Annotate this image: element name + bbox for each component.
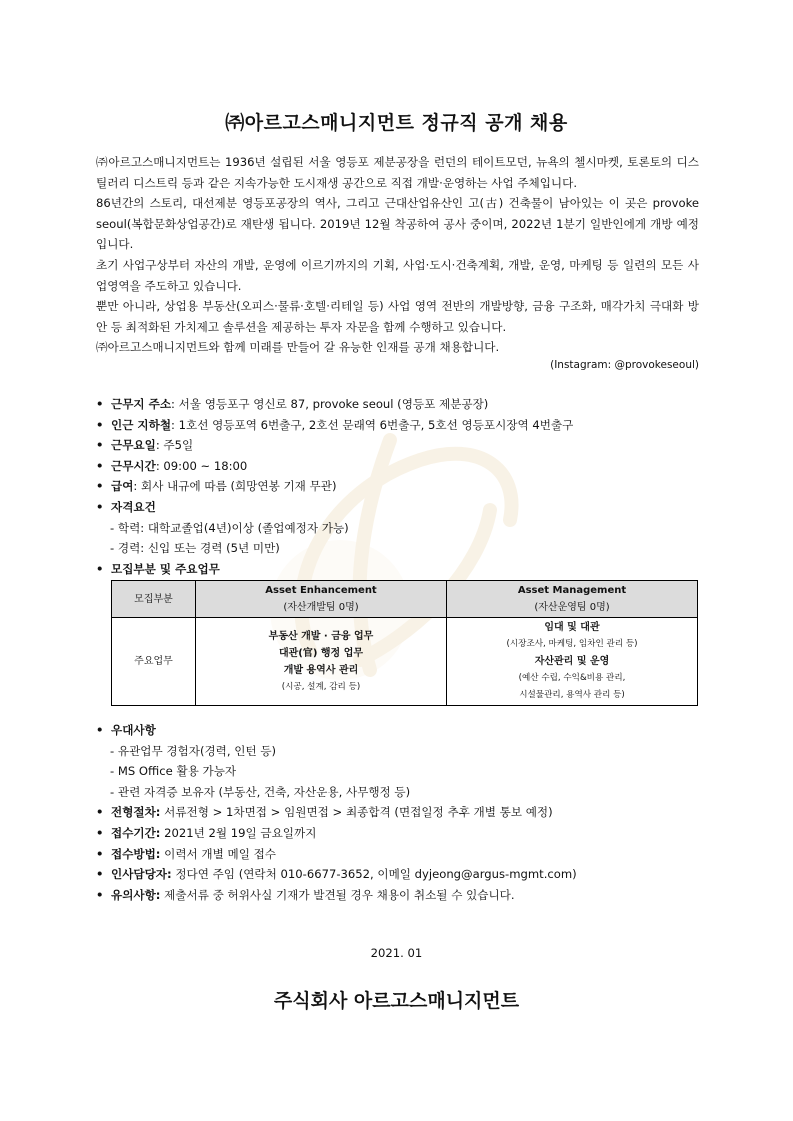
list-item-method xyxy=(96,844,706,865)
header-title: Asset Management xyxy=(517,585,627,596)
item-value: : 주5일 xyxy=(155,438,194,453)
duty-detail: (예산 수립, 수익&비용 관리, xyxy=(518,673,626,683)
item-label: 급여 xyxy=(111,479,134,494)
duty-detail: 시설물관리, 용역사 관리 등) xyxy=(519,690,625,700)
item-label: 모집부분 및 주요업무 xyxy=(111,561,220,576)
sub-item: - 경력: 신입 또는 경력 (5년 미만) xyxy=(110,541,280,556)
header-cell-asset-management xyxy=(447,581,698,618)
duty-line: 대관(官) 행정 업무 xyxy=(278,647,364,659)
item-value: : 회사 내규에 따름 (희망연봉 기재 무관) xyxy=(133,479,337,494)
header-cell-department: 모집부분 xyxy=(112,581,196,618)
item-label: 접수기간: xyxy=(111,825,161,840)
item-label: 자격요건 xyxy=(111,499,156,514)
item-label: 우대사항 xyxy=(111,723,156,737)
item-value: : 서울 영등포구 영신로 87, provoke seoul (영등포 제분공장) xyxy=(171,397,489,411)
item-label: 근무요일 xyxy=(111,438,156,453)
duty-line: 부동산 개발 · 금융 업무 xyxy=(268,630,374,642)
sub-item: - 관련 자격증 보유자 (부동산, 건축, 자산운용, 사무행정 등) xyxy=(110,784,411,799)
duty-detail: (시장조사, 마케팅, 임차인 관리 등) xyxy=(506,639,638,649)
intro-section xyxy=(96,152,699,358)
list-item-period xyxy=(96,823,706,844)
list-item-hours xyxy=(96,456,706,477)
job-info-list xyxy=(96,394,706,579)
list-item-subway xyxy=(96,415,706,436)
company-name: 주식회사 아르고스매니지먼트 xyxy=(273,990,520,1012)
table-row xyxy=(112,618,698,706)
item-value: : 09:00 ~ 18:00 xyxy=(155,458,248,473)
item-label: 근무시간 xyxy=(111,458,156,473)
header-sub: (자산개발팀 0명) xyxy=(283,602,359,613)
list-item-location xyxy=(96,394,706,415)
item-label: 근무지 주소 xyxy=(111,397,172,411)
duty-line: 자산관리 및 운영 xyxy=(534,656,610,667)
intro-paragraph: 뿐만 아니라, 상업용 부동산(오피스·물류·호텔·리테일 등) 사업 영역 전반의 개발방향, 금융 구조화, 매각가치 극대화 방안 등 최적화된 가치제고 솔루션을 제공하는 투자 자문을 함께 수행하고 있습니다. xyxy=(96,299,699,334)
sub-item: - 학력: 대학교졸업(4년)이상 (졸업예정자 가능) xyxy=(110,520,349,535)
row-label-cell: 주요업무 xyxy=(112,618,196,706)
duty-line: 임대 및 대관 xyxy=(544,622,600,633)
intro-paragraph: ㈜아르고스매니지먼트는 1936년 설립된 서울 영등포 제분공장을 런던의 테이트모던, 뉴욕의 첼시마켓, 토론토의 디스틸러리 디스트릭 등과 같은 지속가능한 도시재생 공간으로 직접 개발·운영하는 사업 주체입니다. xyxy=(96,155,699,190)
header-sub: (자산운영팀 0명) xyxy=(534,602,610,613)
intro-paragraph: 86년간의 스토리, 대선제분 영등포공장의 역사, 그리고 근대산업유산인 고(古) 건축물이 남아있는 이 곳은 provoke seoul(복합문화상업공간)로 재탄생 됩니다. 2019년 12월 착공하여 공사 중이며, 2022년 1분기 일반인에게 개방 예정입니다. xyxy=(96,196,699,252)
intro-paragraph: ㈜아르고스매니지먼트와 함께 미래를 만들어 갈 유능한 인재를 공개 채용합니다. xyxy=(96,340,500,355)
item-value: : 1호선 영등포역 6번출구, 2호선 문래역 6번출구, 5호선 영등포시장역 4번출구 xyxy=(171,417,574,432)
list-item-days xyxy=(96,435,706,456)
list-item-preferences xyxy=(96,720,706,741)
item-value: 서류전형 > 1차면접 > 임원면접 > 최종합격 (면접일정 추후 개별 통보 예정) xyxy=(160,805,553,820)
header-title: Asset Enhancement xyxy=(265,585,377,596)
list-item-notice xyxy=(96,885,706,906)
list-item-hr-contact xyxy=(96,864,706,885)
item-value: 이력서 개별 메일 접수 xyxy=(160,846,276,861)
application-info-list xyxy=(96,720,706,905)
item-value: 제출서류 중 허위사실 기재가 발견될 경우 채용이 취소될 수 있습니다. xyxy=(160,887,515,902)
sub-item: - 유관업무 경험자(경력, 인턴 등) xyxy=(110,743,277,758)
sub-item: - MS Office 활용 가능자 xyxy=(110,764,237,779)
header-cell-asset-enhancement xyxy=(196,581,447,618)
list-item-salary xyxy=(96,476,706,497)
item-value: 2021년 2월 19일 금요일까지 xyxy=(160,825,317,840)
table-header-row xyxy=(112,581,698,618)
item-label: 인사담당자: xyxy=(111,867,172,882)
cell-asset-enhancement-duties xyxy=(196,618,447,706)
item-label: 전형절차: xyxy=(111,805,161,820)
item-label: 유의사항: xyxy=(111,887,161,902)
duty-line: 개발 용역사 관리 xyxy=(283,664,359,676)
duty-detail: (시공, 설계, 감리 등) xyxy=(281,681,361,692)
document-date: 2021. 01 xyxy=(370,946,423,960)
cell-asset-management-duties xyxy=(447,618,698,706)
list-item-qualification xyxy=(96,497,706,518)
intro-paragraph: 초기 사업구상부터 자산의 개발, 운영에 이르기까지의 기획, 사업·도시·건축계획, 개발, 운영, 마케팅 등 일련의 모든 사업영역을 주도하고 있습니다. xyxy=(96,257,699,293)
item-label: 접수방법: xyxy=(111,846,161,861)
instagram-handle: (Instagram: @provokeseoul) xyxy=(550,359,699,371)
item-label: 인근 지하철 xyxy=(111,417,172,432)
list-item-departments xyxy=(96,559,706,580)
list-item-process xyxy=(96,802,706,823)
item-value: 정다연 주임 (연락처 010-6677-3652, 이메일 dyjeong@argus-mgmt.com) xyxy=(171,867,577,882)
page-title: ㈜아르고스매니지먼트 정규직 공개 채용 xyxy=(225,112,568,134)
job-table xyxy=(111,580,698,706)
